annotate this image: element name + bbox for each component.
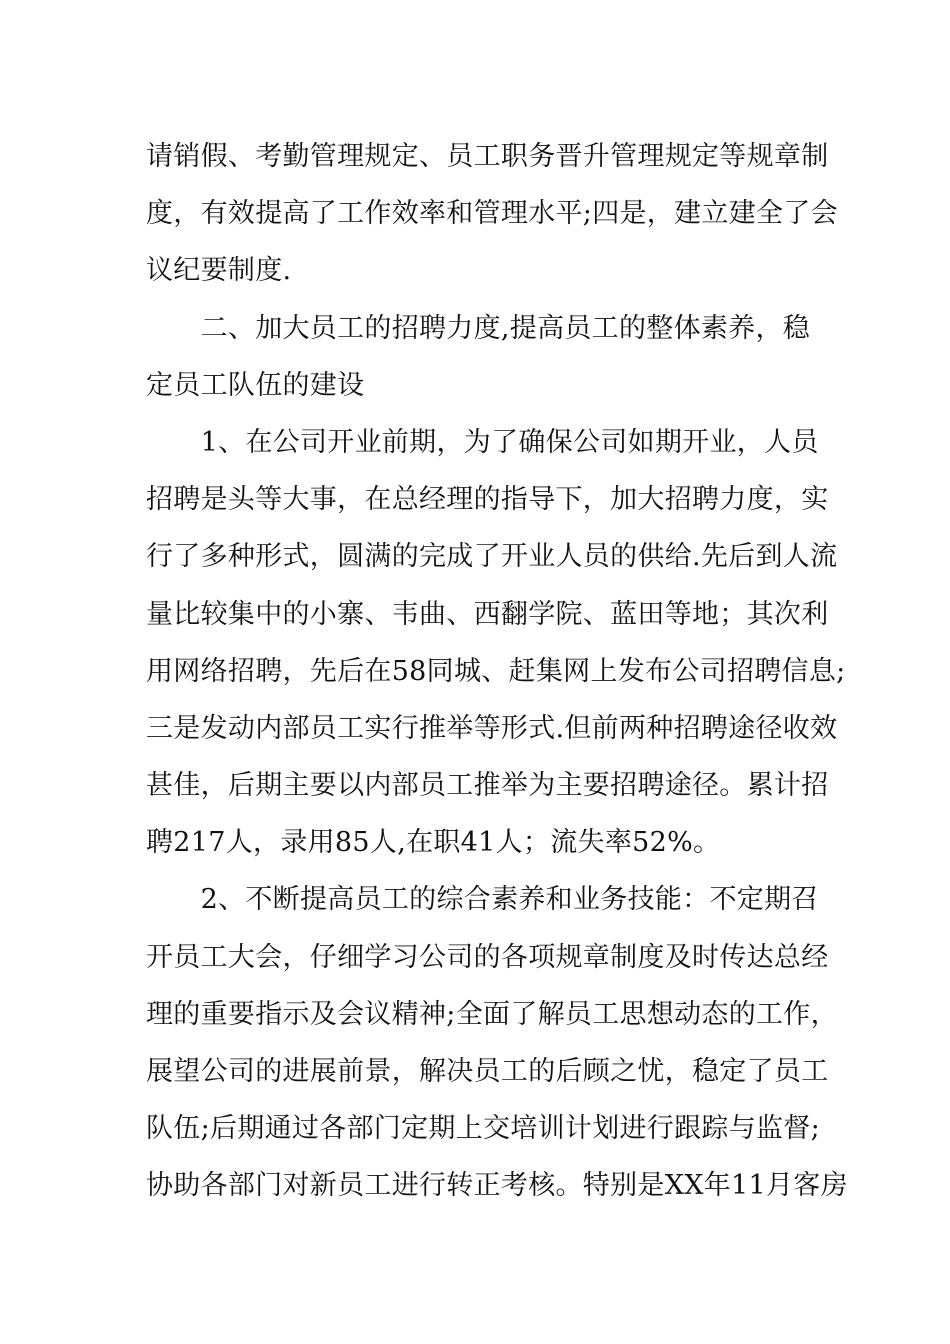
text-line: 甚佳，后期主要以内部员工推举为主要招聘途径。累计招 <box>146 770 829 802</box>
text-line: 理的重要指示及会议精神;全面了解员工思想动态的工作， <box>146 998 838 1030</box>
section-heading-line: 二、加大员工的招聘力度,提高员工的整体素养，稳 <box>146 312 811 344</box>
document-body <box>146 128 848 1215</box>
text-line: 开员工大会，仔细学习公司的各项规章制度及时传达总经 <box>146 941 829 973</box>
text-line: 聘217人，录用85人,在职41人；流失率52%。 <box>146 827 721 859</box>
text-line: 行了多种形式，圆满的完成了开业人员的供给.先后到人流 <box>146 541 838 573</box>
text-line: 三是发动内部员工实行推举等形式.但前两种招聘途径收效 <box>146 712 838 744</box>
text-line: 招聘是头等大事，在总经理的指导下，加大招聘力度，实 <box>146 484 829 516</box>
text-line: 用网络招聘，先后在58同城、赶集网上发布公司招聘信息; <box>146 655 846 687</box>
text-line: 量比较集中的小寨、韦曲、西翻学院、蓝田等地；其次利 <box>146 598 829 630</box>
text-line: 队伍;后期通过各部门定期上交培训计划进行跟踪与监督; <box>146 1113 820 1145</box>
text-line: 度，有效提高了工作效率和管理水平;四是，建立建全了会 <box>146 198 838 230</box>
text-line: 1、在公司开业前期，为了确保公司如期开业，人员 <box>146 426 819 458</box>
text-line: 2、不断提高员工的综合素养和业务技能：不定期召 <box>146 884 819 916</box>
text-line: 请销假、考勤管理规定、员工职务晋升管理规定等规章制 <box>146 141 829 172</box>
text-line: 展望公司的进展前景，解决员工的后顾之忧，稳定了员工 <box>146 1056 829 1087</box>
text-line: 议纪要制度. <box>146 255 292 287</box>
section-heading-line: 定员工队伍的建设 <box>146 369 365 401</box>
text-line: 协助各部门对新员工进行转正考核。特别是XX年11月客房 <box>146 1170 848 1202</box>
